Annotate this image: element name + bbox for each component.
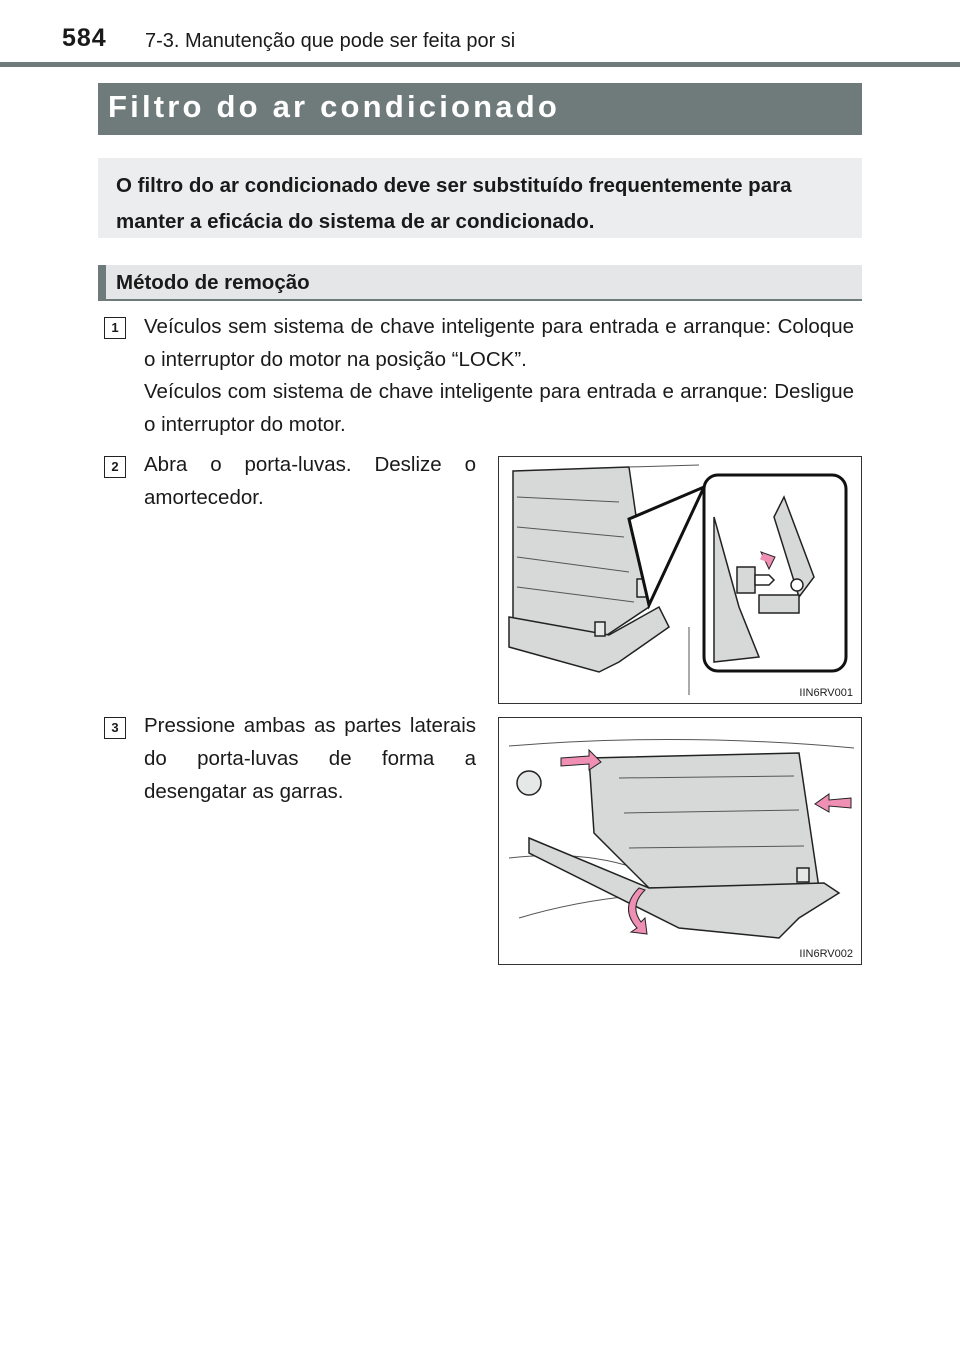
page-title: Filtro do ar condicionado xyxy=(98,83,862,135)
step-2-text: Abra o porta-luvas. Deslize o amortecedor. xyxy=(144,453,476,509)
step-number-3: 3 xyxy=(104,717,126,739)
glovebox-damper-illustration xyxy=(499,457,860,702)
step-1-paragraph-1: Veículos sem sistema de chave inteligente para entrada e arranque: Coloque o interruptor do motor na posição “LOCK”. xyxy=(144,315,854,371)
section-heading: 7-3. Manutenção que pode ser feita por si xyxy=(145,30,516,52)
figure-glovebox-damper xyxy=(498,456,862,704)
figure-glovebox-release xyxy=(498,717,862,965)
step-1-paragraph-2: Veículos com sistema de chave inteligente para entrada e arranque: Desligue o interruptor do motor. xyxy=(144,380,854,436)
figure-code-1: IIN6RV001 xyxy=(799,687,853,699)
subheading-removal-method: Método de remoção xyxy=(98,265,862,301)
step-number-2: 2 xyxy=(104,456,126,478)
header-rule xyxy=(0,62,960,67)
glovebox-release-illustration xyxy=(499,718,860,963)
intro-box: O filtro do ar condicionado deve ser substituído frequentemente para manter a eficácia do sistema de ar condicionado. xyxy=(98,158,862,238)
figure-code-2: IIN6RV002 xyxy=(799,948,853,960)
step-3-text: Pressione ambas as partes laterais do porta-luvas de forma a desengatar as garras. xyxy=(144,714,476,803)
step-number-1: 1 xyxy=(104,317,126,339)
page-number: 584 xyxy=(62,24,107,52)
